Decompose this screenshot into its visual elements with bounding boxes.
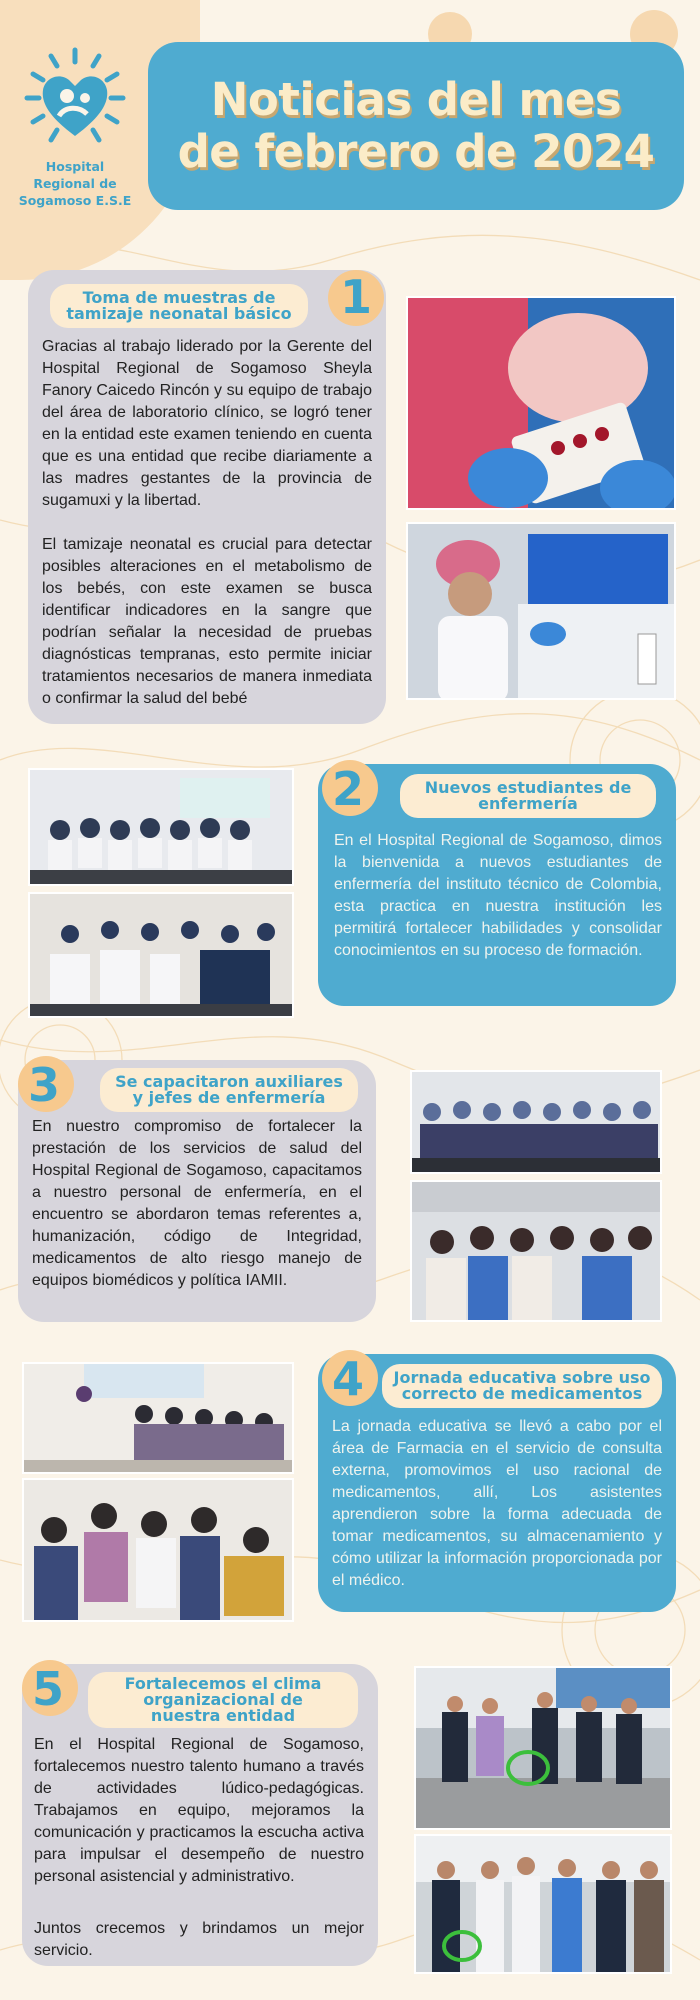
- section-title-line: Se capacitaron auxiliares: [115, 1072, 343, 1091]
- title-banner: [148, 42, 684, 210]
- photo-laboratory: [406, 522, 676, 700]
- section-title-line: Fortalecemos el clima: [124, 1674, 322, 1693]
- section-title-line: tamizaje neonatal básico: [66, 304, 292, 323]
- section-title-line: correcto de medicamentos: [401, 1384, 643, 1403]
- section-title: [382, 1364, 662, 1408]
- section-title: [400, 774, 656, 818]
- section-title-line: Toma de muestras de: [82, 288, 276, 307]
- logo-text-line: Hospital: [45, 159, 105, 174]
- photo-team-group: [414, 1834, 672, 1974]
- section-paragraph: Gracias al trabajo liderado por la Gerente del Hospital Regional de Sogamoso Sheyla Fanory Caicedo Rincón y su equipo de trabajo del área de laboratorio clínico, se logró tener en la entidad este examen teniendo en cuenta que es una entidad que recibe diariamente a las madres gestantes de la provincia de sugamuxi y la libertad.: [42, 338, 372, 509]
- section-number: 1: [340, 270, 373, 324]
- hospital-logo: [14, 44, 136, 209]
- section-paragraph: La jornada educativa se llevó a cabo por el área de Farmacia en el servicio de consulta externa, promovimos el uso racional de medicamentos, allí, Los asistentes aprendieron sobre la forma adecuada de tomar medicamentos, su almacenamiento y cómo utilizar la información proporcionada por el médico.: [332, 1418, 662, 1589]
- photo-training-audience: [410, 1070, 662, 1174]
- section-paragraph: En el Hospital Regional de Sogamoso, dimos la bienvenida a nuevos estudiantes de enfermería del instituto técnico de Colombia, esta practica en nuestra institución les permitirá fortalecer habilidades y consolidar conocimientos en su proceso de formación.: [334, 832, 662, 959]
- news-card-5: [22, 1664, 378, 1966]
- section-title: [50, 284, 308, 328]
- page-title-line: de febrero de 2024: [177, 125, 655, 178]
- section-number: 2: [332, 762, 365, 816]
- news-card-4: [318, 1354, 676, 1612]
- section-title-line: enfermería: [478, 794, 578, 813]
- heart-logo-icon: [21, 44, 129, 152]
- news-card-3: [18, 1060, 376, 1322]
- photo-students-seated: [28, 892, 294, 1018]
- photo-newborn-screening: [406, 296, 676, 510]
- section-number: 5: [32, 1662, 65, 1716]
- section-number: 4: [332, 1352, 365, 1406]
- section-paragraph: El tamizaje neonatal es crucial para detectar posibles alteraciones en el metabolismo de los bebés, con este examen se busca identificar indicadores en la sangre que podrían señalar la necesidad de pruebas diagnósticas tempranas, esto permite iniciar tratamientos necesarios de manera inmediata o confirmar la salud del bebé: [42, 536, 372, 707]
- logo-text-line: Sogamoso E.S.E: [18, 193, 132, 208]
- section-title-line: y jefes de enfermería: [132, 1088, 326, 1107]
- logo-text-line: Regional de: [33, 176, 117, 191]
- section-title-line: nuestra entidad: [150, 1706, 296, 1725]
- photo-team-activity: [414, 1666, 672, 1830]
- section-title-line: organizacional de: [143, 1690, 303, 1709]
- section-paragraph: En el Hospital Regional de Sogamoso, fortalecemos nuestro talento humano a través de actividades lúdico-pedagógicas. Trabajamos en equipo, mejoramos la comunicación y practicamos la escucha activa para impulsar el desempeño de nuestro personal asistencial y administrativo.: [34, 1736, 364, 1885]
- photo-pharmacy-waiting-area: [22, 1362, 294, 1474]
- news-card-1: [28, 270, 386, 724]
- section-title: [100, 1068, 358, 1112]
- news-card-2: [318, 764, 676, 1006]
- section-paragraph: Juntos crecemos y brindamos un mejor servicio.: [34, 1920, 364, 1959]
- section-title-line: Nuevos estudiantes de: [424, 778, 632, 797]
- section-paragraph: En nuestro compromiso de fortalecer la prestación de los servicios de salud del Hospital Regional de Sogamoso, capacitamos a nuestro personal de enfermería, en el encuentro se abordaron temas referentes a, humanización, código de Integridad, medicamentos de alto riesgo manejo de equipos biomédicos y política IAMII.: [32, 1118, 362, 1289]
- section-title-line: Jornada educativa sobre uso: [393, 1368, 651, 1387]
- section-number: 3: [28, 1058, 61, 1112]
- photo-pharmacy-attendees: [22, 1478, 294, 1622]
- page-title-line: Noticias del mes: [210, 73, 622, 126]
- photo-training-room: [410, 1180, 662, 1322]
- photo-students-auditorium: [28, 768, 294, 886]
- section-title: [88, 1672, 358, 1728]
